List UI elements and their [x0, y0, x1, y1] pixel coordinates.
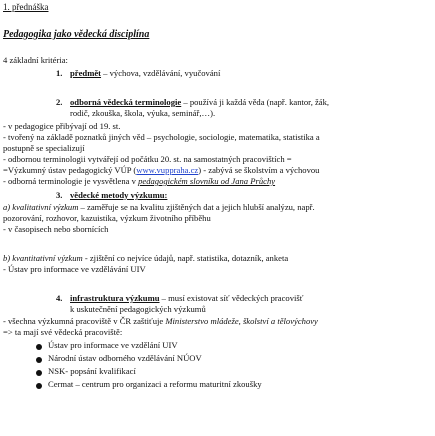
criterion-4-term: infrastruktura výzkumu — [70, 293, 160, 303]
terminology-line-2: - tvořený na základě poznatků jiných věd – psychologie, sociologie, matematika, statistika a — [3, 132, 320, 142]
document-title: Pedagogika jako vědecká disciplína — [3, 29, 150, 40]
method-a: a) kvalitativní výzkum – zaměřuje se na kvalitu zjištěných dat a jejich hlubší analýzu, např. — [3, 202, 315, 212]
criterion-2-term: odborná vědecká terminologie — [70, 97, 182, 107]
bullet-item: Národní ústav odborného vzdělávání NÚOV — [48, 353, 202, 363]
terminology-line-6: - odborná terminologie je vysvětlena v pedagogickém slovníku od Jana Průchy — [3, 176, 276, 186]
terminology-line-1: - v pedagogice přibývají od 19. st. — [3, 121, 121, 131]
criterion-1: 1. předmět – výchova, vzdělávání, vyučování — [56, 68, 221, 78]
infrastructure-line-2: => ta mají své vědecká pracoviště: — [3, 327, 123, 337]
lecture-label: 1. přednáška — [3, 2, 49, 12]
terminology-line-3: postupně se specializují — [3, 143, 85, 153]
criteria-intro: 4 základní kritéria: — [3, 55, 68, 65]
bullet-dot — [36, 370, 42, 376]
vup-link[interactable]: www.vuppraha.cz — [136, 165, 199, 175]
method-b: b) kvantitativní výzkum - zjištění co nejvíce údajů, např. statistika, dotazník, anketa — [3, 253, 289, 263]
method-b-line2: - Ústav pro informace ve vzdělávání UIV — [3, 264, 146, 274]
terminology-line-4: - odbornou terminologii vytvářejí od počátku 20. st. na samostatných pracovištích = — [3, 154, 292, 164]
criterion-4-line2: k uskutečnění pedagogických výzkumů — [70, 304, 206, 314]
method-a-line3: - v časopisech nebo sbornících — [3, 224, 109, 234]
criterion-1-term: předmět — [70, 68, 102, 78]
bullet-item: NSK- popsání kvalifikací — [48, 366, 136, 376]
bullet-item: Cermat – centrum pro organizaci a reformu maturitní zkoušky — [48, 379, 262, 389]
infrastructure-line-1: - všechna výzkumná pracoviště v ČR zaštiťuje Ministerstvo mládeže, školství a tělovýchovy — [3, 316, 318, 326]
criterion-3-term: vědecké metody výzkumu: — [70, 190, 168, 200]
criterion-2: 2. odborná vědecká terminologie – používá ji každá věda (např. kantor, žák, — [56, 97, 330, 107]
bullet-item: Ústav pro informace ve vzdělání UIV — [48, 340, 178, 350]
criterion-2-line2: rodič, zkouška, škola, výuka, seminář,…). — [70, 108, 216, 118]
criterion-4: 4. infrastruktura výzkumu – musí existovat síť vědeckých pracovišť — [56, 293, 304, 303]
bullet-dot — [36, 344, 42, 350]
criterion-3: 3. vědecké metody výzkumu: — [56, 190, 168, 200]
bullet-dot — [36, 357, 42, 363]
bullet-dot — [36, 383, 42, 389]
terminology-line-5: =Výzkumný ústav pedagogický VÚP (www.vuppraha.cz) - zabývá se školstvím a výchovou — [3, 165, 320, 175]
method-a-line2: pozorování, rozhovor, kazuistika, výzkum životního příběhu — [3, 213, 211, 223]
